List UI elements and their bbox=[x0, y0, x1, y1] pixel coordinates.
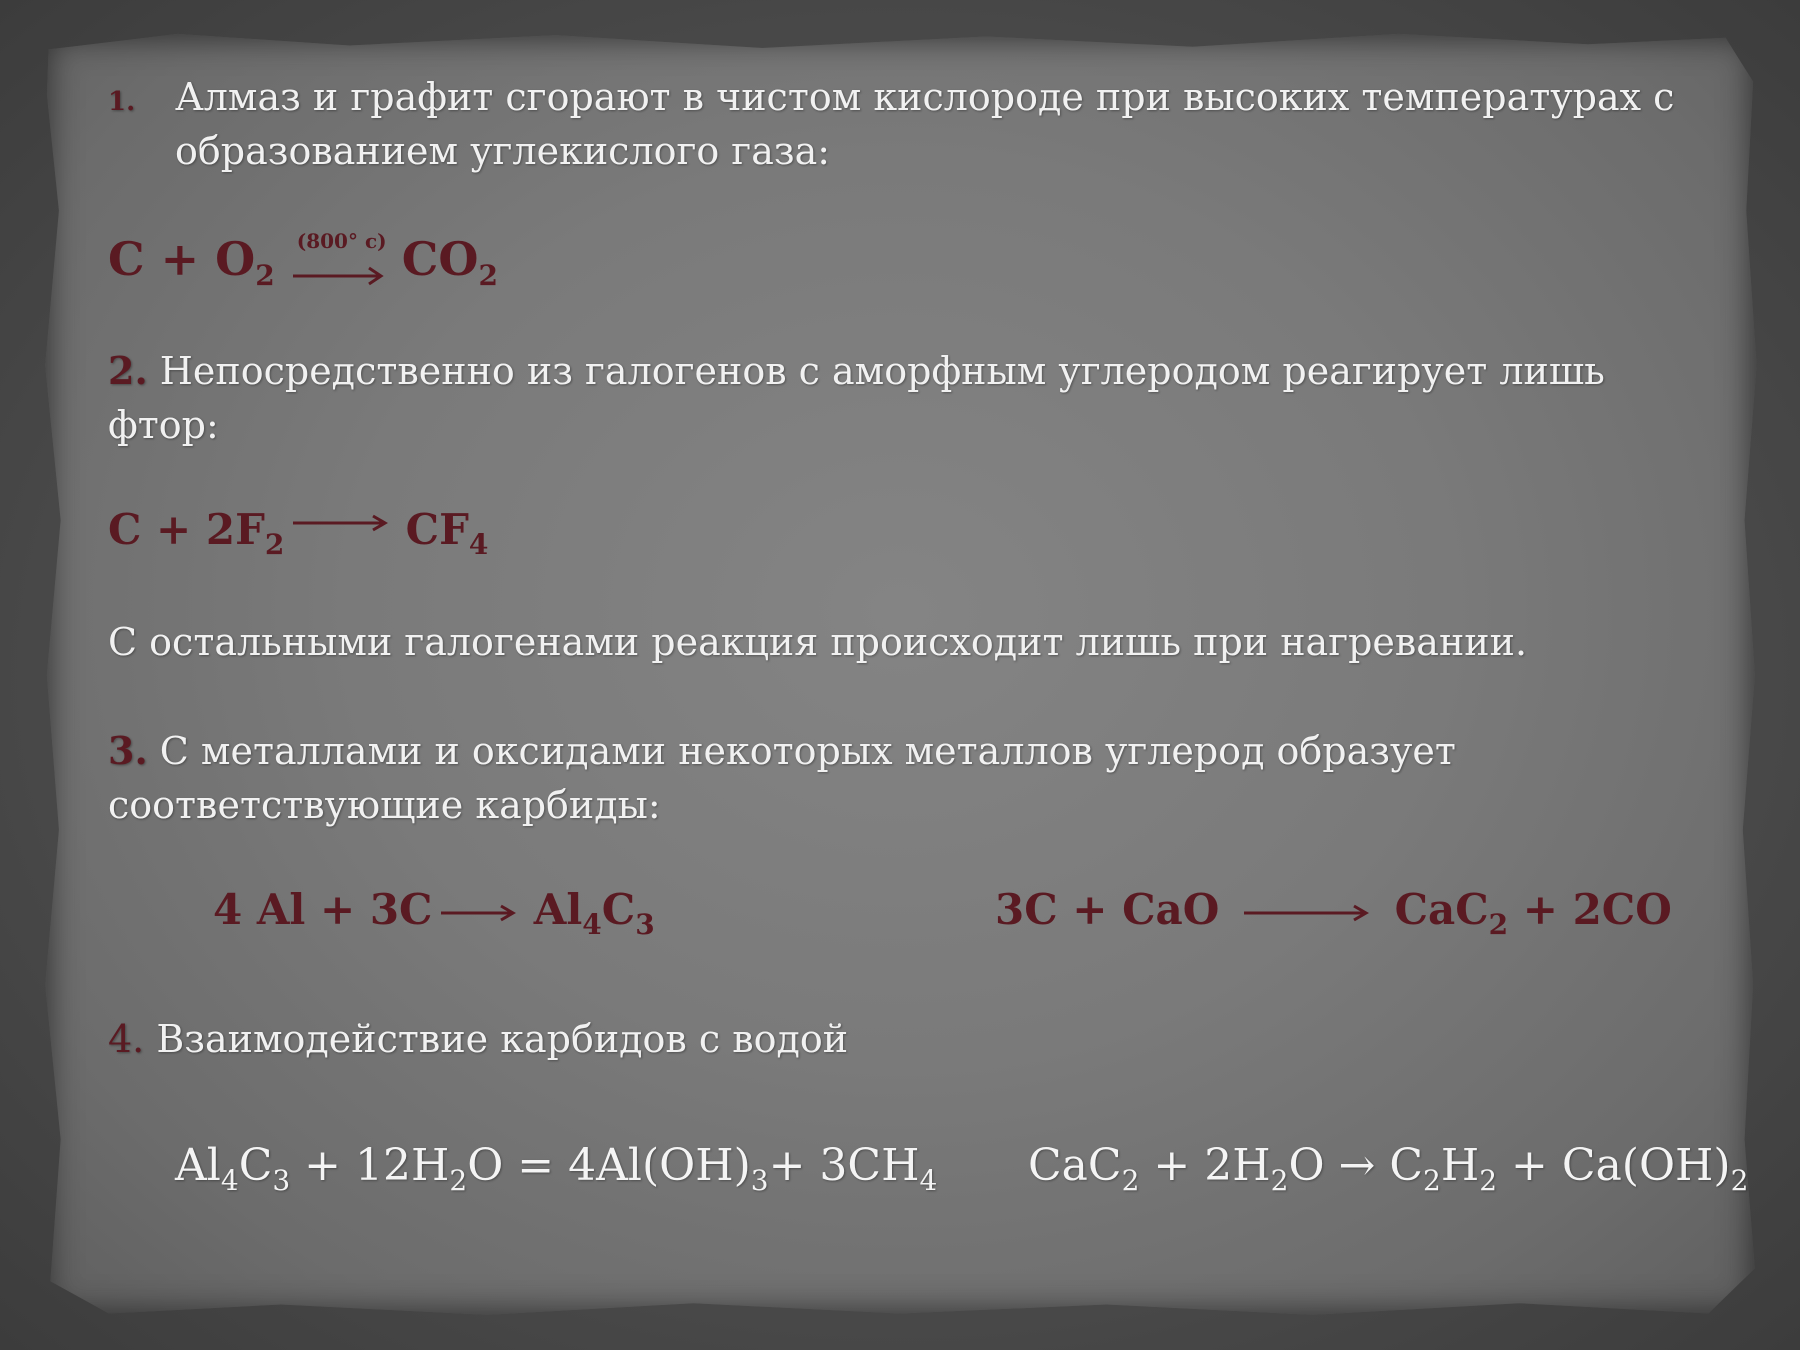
item-2-number: 2. bbox=[108, 348, 148, 393]
item-3 bbox=[108, 724, 1708, 832]
eq4b-part-5: + Ca(OH) bbox=[1497, 1140, 1731, 1191]
eq2-arrow bbox=[291, 513, 391, 553]
eq3a-sub1: 4 bbox=[582, 908, 602, 941]
item-2-line-1: Непосредственно из галогенов с аморфным углеродом реагирует лишь bbox=[147, 349, 1605, 393]
item-1-number: 1. bbox=[108, 87, 136, 117]
item-1-text bbox=[175, 70, 1735, 178]
eq4a-part-2: C bbox=[238, 1140, 273, 1191]
eq4a-part-1: Al bbox=[175, 1140, 221, 1191]
eq2-right: CF bbox=[405, 505, 469, 554]
item-1-line-1: Алмаз и графит сгорают в чистом кислороде при высоких температурах с bbox=[175, 75, 1675, 119]
eq3a-arrow bbox=[439, 893, 519, 933]
equation-4b bbox=[1028, 1140, 1748, 1197]
eq3b-right-1: CaC bbox=[1394, 885, 1489, 934]
eq2-sub2: 4 bbox=[468, 528, 489, 561]
arrow-icon bbox=[291, 513, 391, 553]
eq4a-part-5: + 3CH bbox=[768, 1140, 920, 1191]
eq4a-part-4: O = 4Al(OH) bbox=[467, 1140, 751, 1191]
item-4-number: 4. bbox=[108, 1017, 145, 1061]
equation-3b bbox=[995, 885, 1672, 941]
eq3a-right-2: C bbox=[601, 885, 636, 934]
item-2 bbox=[108, 344, 1708, 452]
eq4b-sub-1: 2 bbox=[1121, 1164, 1140, 1197]
item-4-line-1: Взаимодействие карбидов с водой bbox=[144, 1017, 849, 1061]
eq1-sub2: 2 bbox=[478, 259, 498, 292]
item-1 bbox=[108, 70, 135, 129]
eq2-sub1: 2 bbox=[264, 528, 285, 561]
eq4b-part-2: + 2H bbox=[1139, 1140, 1271, 1191]
eq3b-left: 3C + CaO bbox=[995, 885, 1220, 934]
eq3b-sub1: 2 bbox=[1488, 908, 1509, 941]
equation-1 bbox=[108, 229, 498, 292]
eq4b-sub-2: 2 bbox=[1270, 1164, 1289, 1197]
item-1-line-2: образованием углекислого газа: bbox=[175, 129, 831, 173]
eq4a-sub-3: 2 bbox=[449, 1164, 468, 1197]
arrow-icon bbox=[439, 893, 519, 933]
item-3-number: 3. bbox=[108, 728, 148, 773]
eq2-left: C + 2F bbox=[108, 505, 265, 554]
eq3b-right-2: + 2CO bbox=[1508, 885, 1672, 934]
equation-4a bbox=[175, 1140, 937, 1197]
eq1-left: C + O bbox=[108, 232, 256, 286]
eq4b-sub-4: 2 bbox=[1479, 1164, 1498, 1197]
eq4a-sub-4: 3 bbox=[750, 1164, 769, 1197]
eq3a-left: 4 Al + 3C bbox=[213, 885, 433, 934]
eq3a-sub2: 3 bbox=[635, 908, 655, 941]
eq1-condition: (800° c) bbox=[296, 229, 387, 253]
eq1-arrow bbox=[291, 229, 387, 283]
paper-background bbox=[40, 30, 1760, 1320]
eq4a-sub-2: 3 bbox=[272, 1164, 291, 1197]
item-3-line-1: С металлами и оксидами некоторых металлов углерод образует bbox=[147, 729, 1456, 773]
arrow-icon bbox=[1242, 893, 1372, 933]
item-4 bbox=[108, 1012, 1708, 1066]
note-text: С остальными галогенами реакция происходит лишь при нагревании. bbox=[108, 620, 1528, 664]
eq4a-sub-1: 4 bbox=[220, 1164, 239, 1197]
eq4b-sub-5: 2 bbox=[1730, 1164, 1749, 1197]
eq1-sub1: 2 bbox=[255, 259, 275, 292]
eq4a-part-3: + 12H bbox=[290, 1140, 450, 1191]
item-3-line-2: соответствующие карбиды: bbox=[108, 783, 661, 827]
eq4a-sub-5: 4 bbox=[919, 1164, 938, 1197]
item-2-line-2: фтор: bbox=[108, 403, 219, 447]
equation-2 bbox=[108, 505, 488, 561]
eq4b-part-4: H bbox=[1440, 1140, 1480, 1191]
equation-3a bbox=[213, 885, 655, 941]
eq1-right: CO bbox=[401, 232, 479, 286]
eq4b-part-3: O → C bbox=[1288, 1140, 1424, 1191]
eq3b-arrow bbox=[1242, 893, 1372, 933]
eq3a-right-1: Al bbox=[533, 885, 583, 934]
eq4b-part-1: CaC bbox=[1028, 1140, 1122, 1191]
eq4b-sub-3: 2 bbox=[1423, 1164, 1441, 1197]
